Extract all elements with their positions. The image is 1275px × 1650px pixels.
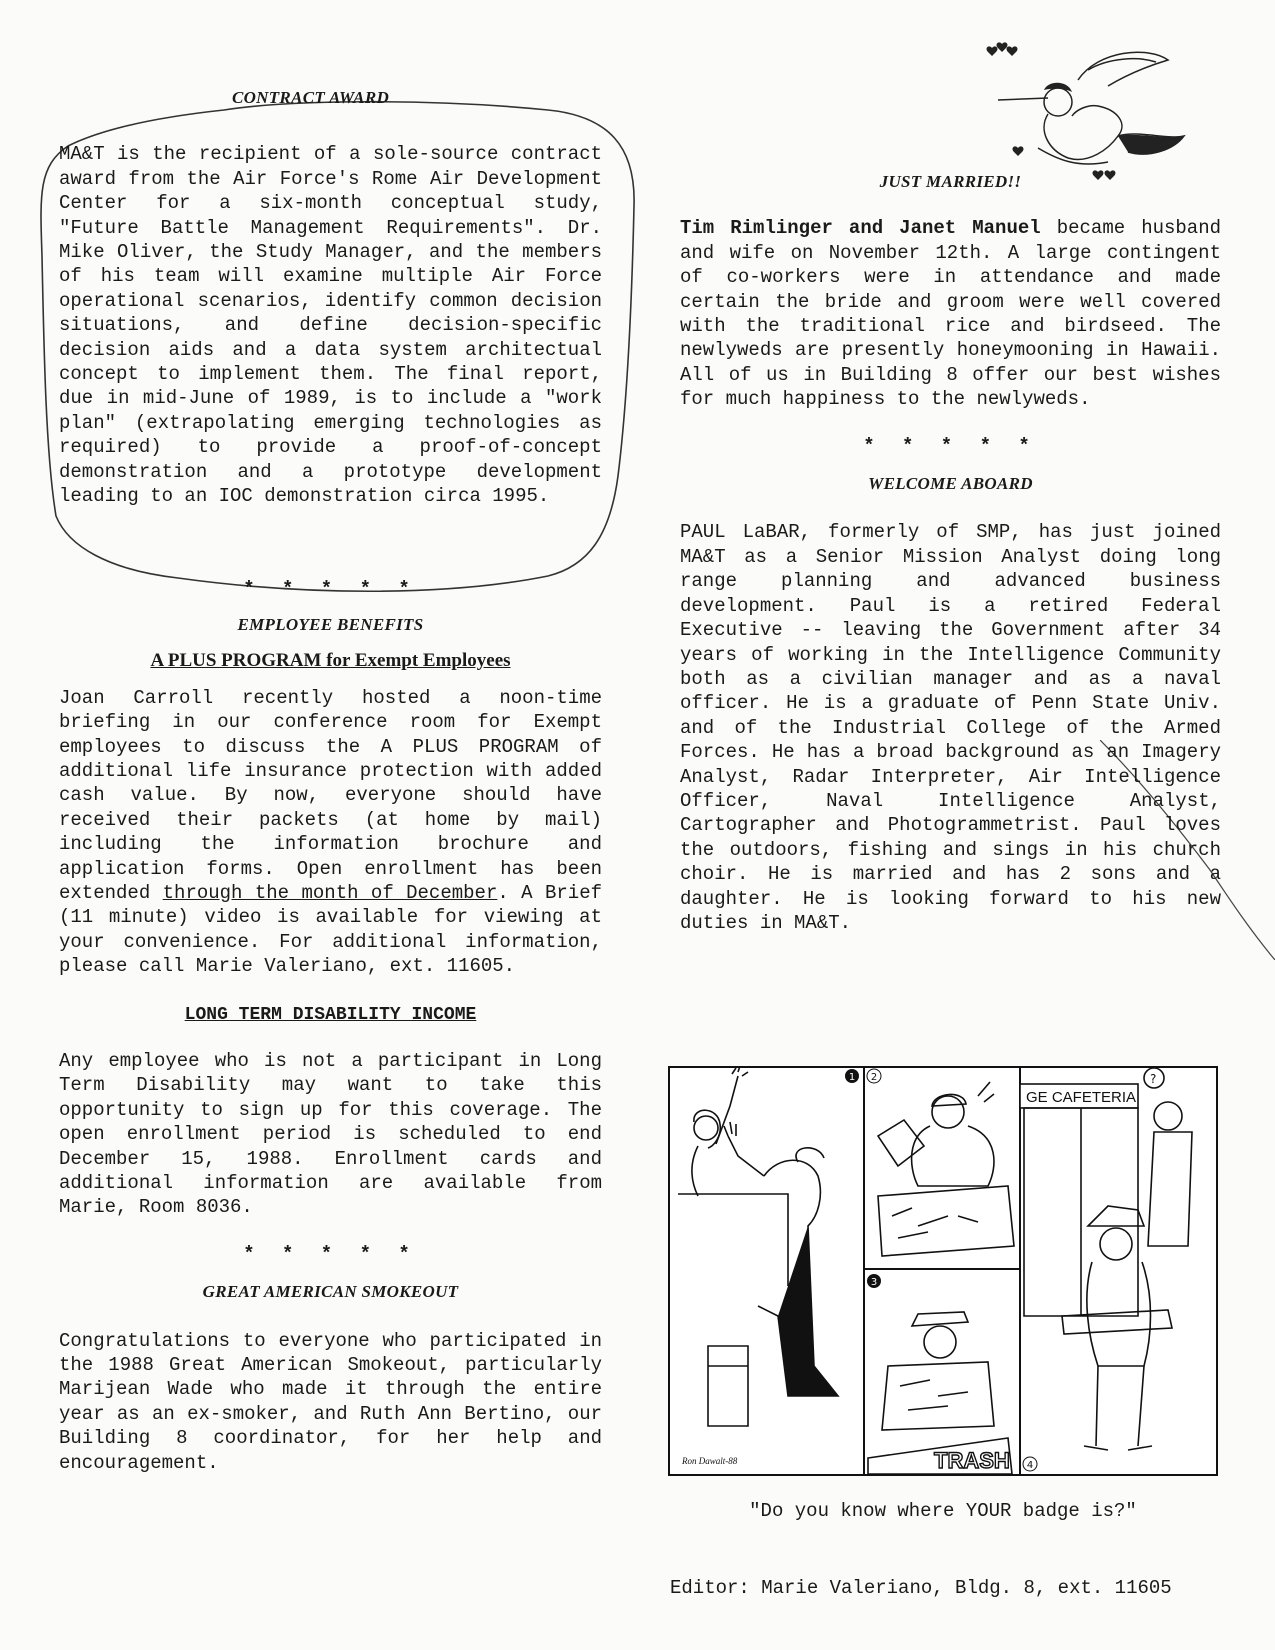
cartoonist-signature: Ron Dawalt-88	[682, 1456, 738, 1466]
cupid-illustration	[978, 40, 1194, 190]
left-column	[59, 86, 602, 1475]
just-married-heading: JUST MARRIED!!	[879, 172, 1022, 191]
ltd-subheading: LONG TERM DISABILITY INCOME	[184, 1004, 477, 1025]
panel-number-4: 4	[1026, 1460, 1034, 1471]
a-plus-program-subheading: A PLUS PROGRAM for Exempt Employees	[150, 650, 511, 672]
panel-number-2: 2	[870, 1072, 878, 1083]
cafeteria-sign-text: GE CAFETERIA	[1026, 1089, 1137, 1106]
section-separator: * * * * *	[243, 577, 418, 600]
welcome-aboard-body: PAUL LaBAR, formerly of SMP, has just joined MA&T as a Senior Mission Analyst doing long range planning and advanced business development. Paul is a retired Federal Executive -- leaving the Government after 34 years of working in the Intelligence Community both as a civilian manager and as a naval officer. He is a graduate of Penn State Univ. and of the Industrial College of the Armed Forces. He has a broad background as an Imagery Analyst, Radar Interpreter, Air Intelligence Officer, Naval Intelligence Analyst, Cartographer and Photogrammetrist. Paul loves the outdoors, fishing and sings in his church choir. He is married and has 2 sons and a daughter. He is looking forward to his new duties in MA&T.	[680, 521, 1221, 934]
smokeout-body: Congratulations to everyone who participated in the 1988 Great American Smokeout, particularly Marijean Wade who made it through the entire year as an ex-smoker, and Ruth Ann Bertino, our Building 8 coordinator, for her help and encouragement.	[59, 1329, 602, 1474]
a-plus-body-part1: Joan Carroll recently hosted a noon-time briefing in our conference room for Exempt employees to discuss the A PLUS PROGRAM of additional life insurance protection with added cash value. By now, everyone should have received their packets (at home by mail) including the information brochure and application forms. Open enrollment has been extended	[59, 686, 602, 904]
a-plus-body-underlined: through the month of December	[162, 881, 498, 904]
ltd-body: Any employee who is not a participant in Long Term Disability may want to take this opportunity to sign up for this coverage. The open enrollment period is scheduled to end December 15, 1988. Enrollment cards and additional information are available from Marie, Room 8036.	[59, 1050, 602, 1219]
panel-number-3: 3	[870, 1277, 878, 1288]
right-column	[680, 170, 1221, 935]
just-married-body	[680, 216, 1221, 411]
newlywed-names: Tim Rimlinger and Janet Manuel	[680, 217, 1041, 240]
section-separator: * * * * *	[243, 1242, 418, 1265]
smokeout-heading: GREAT AMERICAN SMOKEOUT	[202, 1282, 459, 1302]
panel-number-1: 1	[848, 1072, 856, 1083]
svg-text:?: ?	[1150, 1072, 1157, 1086]
contract-award-heading: CONTRACT AWARD	[231, 88, 390, 107]
just-married-text: became husband and wife on November 12th. A large contingent of co-workers were in attendance and made certain the bride and groom were well covered with the traditional rice and birdseed. The newlyweds are presently honeymooning in Hawaii. All of us in Building 8 offer our best wishes for much happiness to the newlyweds.	[680, 217, 1222, 411]
a-plus-program-body	[59, 686, 602, 979]
trash-can-text: TRASH	[934, 1448, 1010, 1473]
section-separator: * * * * *	[863, 434, 1038, 457]
contract-award-body: MA&T is the recipient of a sole-source contract award from the Air Force's Rome Air Development Center for a six-month conceptual study, "Future Battle Management Requirements". Dr. Mike Oliver, the Study Manager, and the members of his team will examine multiple Air Force operational scenarios, identify common decision situations, and define decision-specific decision aids and a data system architectual concept to implement them. The final report, due in mid-June of 1989, is to include a "work plan" (extrapolating emerging technologies as required) to provide a proof-of-concept demonstration and a prototype development leading to an IOC demonstration circa 1995.	[59, 143, 602, 508]
editor-line: Editor: Marie Valeriano, Bldg. 8, ext. 11605	[670, 1577, 1172, 1599]
cartoon-caption: "Do you know where YOUR badge is?"	[749, 1500, 1137, 1522]
welcome-aboard-heading: WELCOME ABOARD	[868, 474, 1033, 494]
a-plus-body-part2: . A Brief (11 minute) video is available for viewing at your convenience. For additional information, please call Marie Valeriano, ext. 11605.	[59, 881, 603, 978]
employee-benefits-heading: EMPLOYEE BENEFITS	[237, 614, 424, 634]
badge-cartoon	[668, 1066, 1218, 1476]
